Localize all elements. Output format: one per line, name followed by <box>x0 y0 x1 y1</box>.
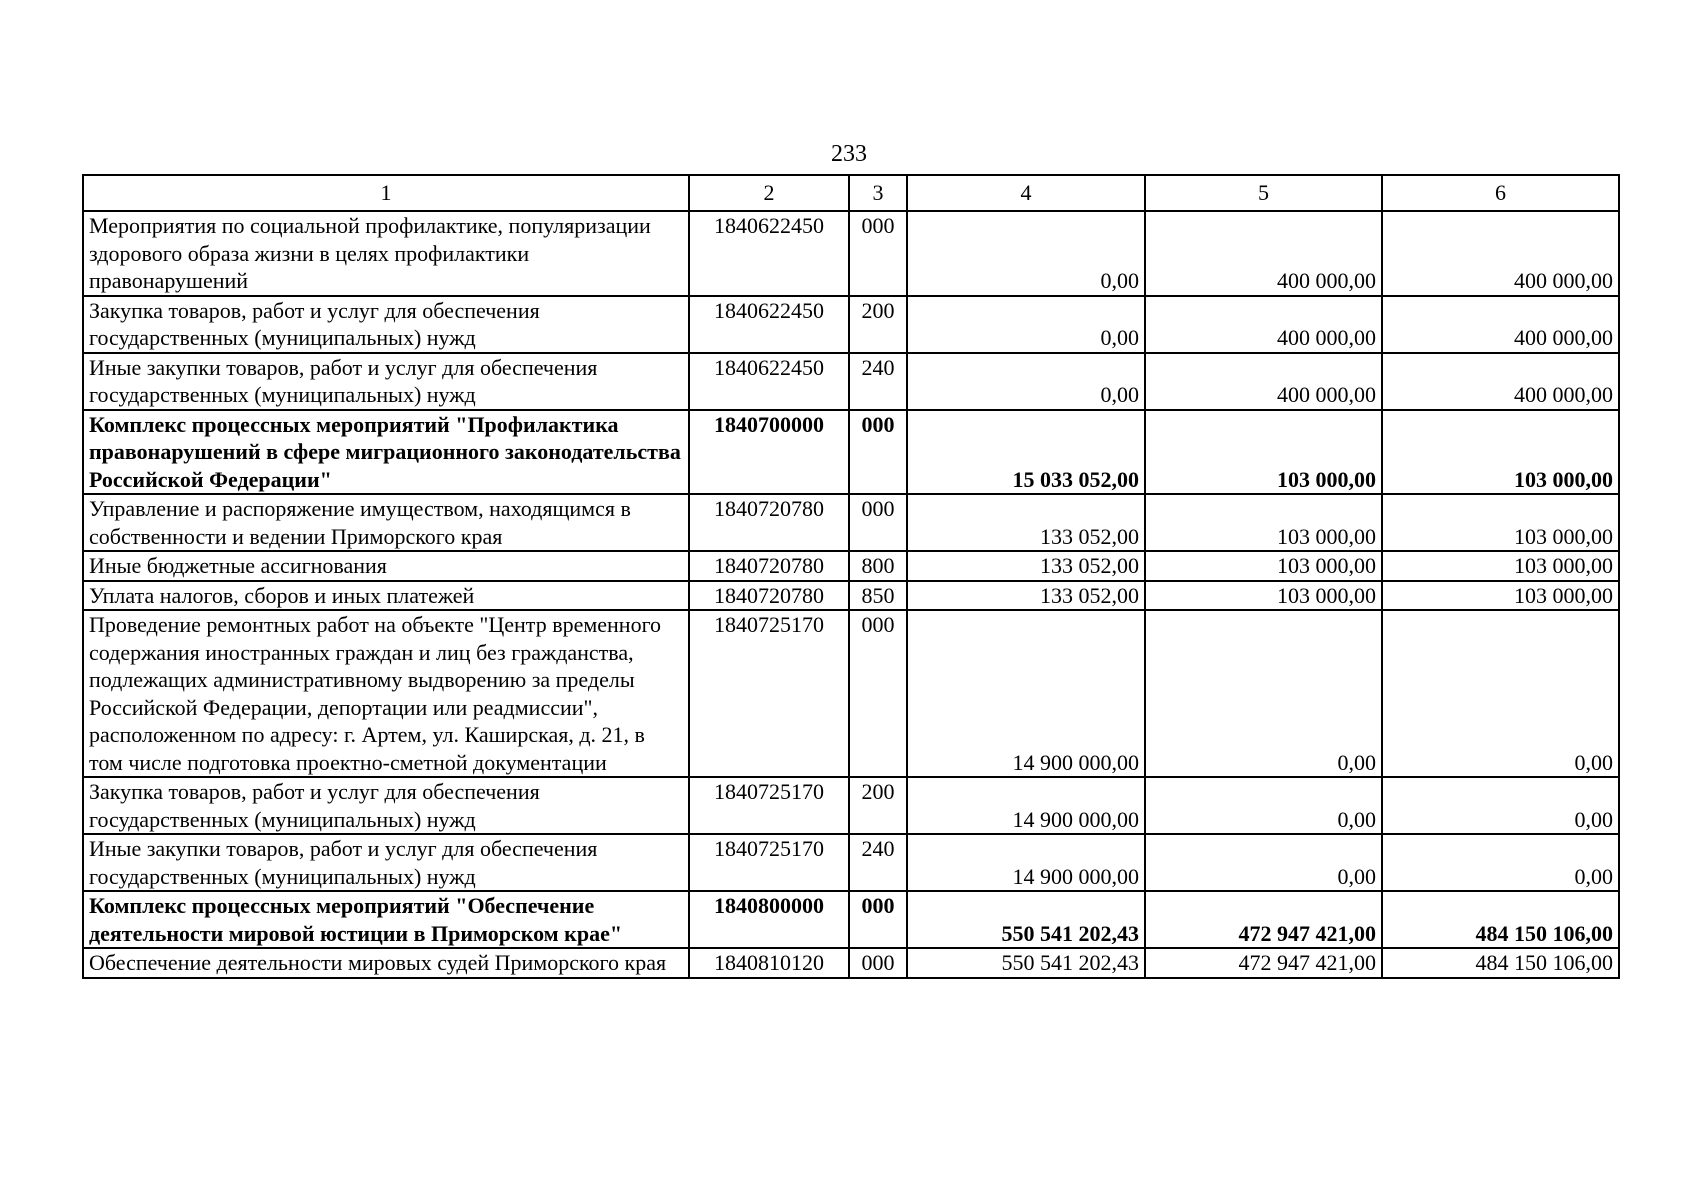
table-row <box>83 211 1619 296</box>
table-row <box>83 296 1619 353</box>
row-value-6-cell: 103 000,00 <box>1382 410 1619 495</box>
page-number: 233 <box>831 141 867 167</box>
table-row <box>83 610 1619 777</box>
budget-table <box>82 174 1620 979</box>
table-row <box>83 834 1619 891</box>
row-value-4-cell: 133 052,00 <box>907 581 1145 611</box>
row-type-cell: 000 <box>849 948 907 978</box>
row-type-cell: 240 <box>849 353 907 410</box>
row-type-cell: 200 <box>849 296 907 353</box>
table-row <box>83 551 1619 581</box>
row-value-5-cell: 103 000,00 <box>1145 494 1382 551</box>
row-code-cell: 1840700000 <box>689 410 849 495</box>
row-value-4-cell: 0,00 <box>907 211 1145 296</box>
row-name-cell: Обеспечение деятельности мировых судей Приморского края <box>83 948 689 978</box>
row-value-5-cell: 103 000,00 <box>1145 581 1382 611</box>
row-value-6-cell: 400 000,00 <box>1382 353 1619 410</box>
column-header: 5 <box>1145 175 1382 211</box>
row-code-cell: 1840725170 <box>689 777 849 834</box>
table-row <box>83 777 1619 834</box>
row-type-cell: 240 <box>849 834 907 891</box>
row-name-cell: Управление и распоряжение имуществом, находящимся в собственности и ведении Приморского края <box>83 494 689 551</box>
row-code-cell: 1840800000 <box>689 891 849 948</box>
table-row <box>83 948 1619 978</box>
row-value-4-cell: 14 900 000,00 <box>907 834 1145 891</box>
row-value-5-cell: 472 947 421,00 <box>1145 948 1382 978</box>
row-value-4-cell: 550 541 202,43 <box>907 891 1145 948</box>
row-type-cell: 000 <box>849 610 907 777</box>
row-value-6-cell: 400 000,00 <box>1382 296 1619 353</box>
row-name-cell: Иные закупки товаров, работ и услуг для обеспечения государственных (муниципальных) нужд <box>83 353 689 410</box>
row-name-cell: Уплата налогов, сборов и иных платежей <box>83 581 689 611</box>
table-row <box>83 581 1619 611</box>
row-value-5-cell: 400 000,00 <box>1145 353 1382 410</box>
row-value-4-cell: 15 033 052,00 <box>907 410 1145 495</box>
column-header: 4 <box>907 175 1145 211</box>
row-name-cell: Проведение ремонтных работ на объекте "Центр временного содержания иностранных граждан и лиц без гражданства, подлежащих административному выдворению за пределы Российской Федерации, депортации или реадмиссии", расположенном по адресу: г. Артем, ул. Каширская, д. 21, в том числе подготовка проектно-сметной документации <box>83 610 689 777</box>
row-name-cell: Комплекс процессных мероприятий "Обеспечение деятельности мировой юстиции в Приморском крае" <box>83 891 689 948</box>
row-value-6-cell: 484 150 106,00 <box>1382 948 1619 978</box>
row-value-5-cell: 0,00 <box>1145 777 1382 834</box>
row-value-5-cell: 0,00 <box>1145 610 1382 777</box>
row-name-cell: Иные закупки товаров, работ и услуг для обеспечения государственных (муниципальных) нужд <box>83 834 689 891</box>
row-value-5-cell: 0,00 <box>1145 834 1382 891</box>
row-type-cell: 800 <box>849 551 907 581</box>
row-code-cell: 1840720780 <box>689 551 849 581</box>
row-value-5-cell: 472 947 421,00 <box>1145 891 1382 948</box>
row-code-cell: 1840622450 <box>689 211 849 296</box>
column-header: 3 <box>849 175 907 211</box>
row-value-4-cell: 550 541 202,43 <box>907 948 1145 978</box>
row-value-4-cell: 133 052,00 <box>907 494 1145 551</box>
table-row <box>83 891 1619 948</box>
table-row <box>83 494 1619 551</box>
header-row <box>83 175 1619 211</box>
row-name-cell: Иные бюджетные ассигнования <box>83 551 689 581</box>
row-value-5-cell: 103 000,00 <box>1145 410 1382 495</box>
row-value-6-cell: 0,00 <box>1382 777 1619 834</box>
row-code-cell: 1840725170 <box>689 610 849 777</box>
row-type-cell: 000 <box>849 891 907 948</box>
row-name-cell: Закупка товаров, работ и услуг для обеспечения государственных (муниципальных) нужд <box>83 296 689 353</box>
row-value-6-cell: 103 000,00 <box>1382 494 1619 551</box>
row-value-5-cell: 400 000,00 <box>1145 296 1382 353</box>
table-row <box>83 410 1619 495</box>
row-code-cell: 1840720780 <box>689 581 849 611</box>
row-value-6-cell: 103 000,00 <box>1382 581 1619 611</box>
row-value-4-cell: 133 052,00 <box>907 551 1145 581</box>
row-value-5-cell: 103 000,00 <box>1145 551 1382 581</box>
row-value-5-cell: 400 000,00 <box>1145 211 1382 296</box>
row-name-cell: Мероприятия по социальной профилактике, популяризации здорового образа жизни в целях профилактики правонарушений <box>83 211 689 296</box>
row-type-cell: 200 <box>849 777 907 834</box>
row-value-4-cell: 14 900 000,00 <box>907 777 1145 834</box>
row-code-cell: 1840810120 <box>689 948 849 978</box>
row-value-6-cell: 103 000,00 <box>1382 551 1619 581</box>
row-code-cell: 1840725170 <box>689 834 849 891</box>
row-value-6-cell: 0,00 <box>1382 834 1619 891</box>
row-type-cell: 000 <box>849 211 907 296</box>
row-name-cell: Комплекс процессных мероприятий "Профилактика правонарушений в сфере миграционного законодательства Российской Федерации" <box>83 410 689 495</box>
column-header: 6 <box>1382 175 1619 211</box>
row-code-cell: 1840622450 <box>689 296 849 353</box>
row-value-6-cell: 484 150 106,00 <box>1382 891 1619 948</box>
row-value-6-cell: 0,00 <box>1382 610 1619 777</box>
row-value-6-cell: 400 000,00 <box>1382 211 1619 296</box>
column-header: 1 <box>83 175 689 211</box>
row-value-4-cell: 0,00 <box>907 296 1145 353</box>
row-type-cell: 850 <box>849 581 907 611</box>
row-code-cell: 1840622450 <box>689 353 849 410</box>
row-name-cell: Закупка товаров, работ и услуг для обеспечения государственных (муниципальных) нужд <box>83 777 689 834</box>
column-header: 2 <box>689 175 849 211</box>
row-type-cell: 000 <box>849 494 907 551</box>
row-value-4-cell: 14 900 000,00 <box>907 610 1145 777</box>
row-value-4-cell: 0,00 <box>907 353 1145 410</box>
row-type-cell: 000 <box>849 410 907 495</box>
table-row <box>83 353 1619 410</box>
row-code-cell: 1840720780 <box>689 494 849 551</box>
